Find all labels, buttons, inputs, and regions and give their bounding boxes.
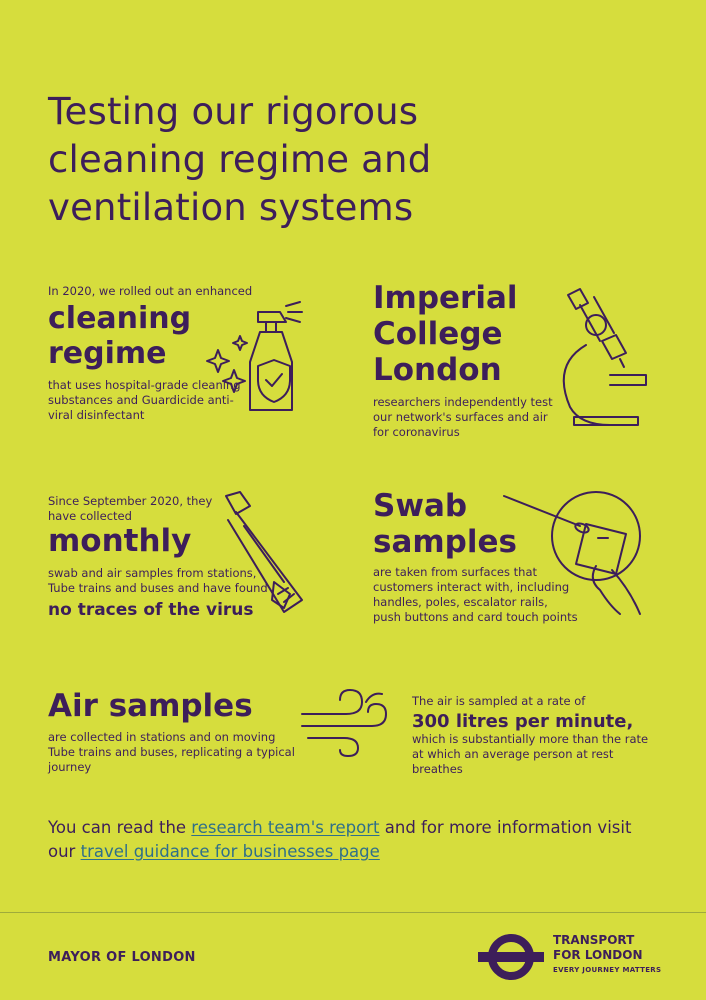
swab-heading-1: Swab: [373, 488, 468, 524]
tfl-tagline: EVERY JOURNEY MATTERS: [553, 966, 662, 974]
swab-heading-2: samples: [373, 524, 517, 560]
footer-text-part1: You can read the: [48, 818, 192, 837]
tfl-name-line2: FOR LONDON: [553, 948, 643, 962]
wind-icon: [300, 686, 396, 756]
air-rate-description: which is substantially more than the rate at which an average person at rest breathes: [412, 732, 649, 776]
spray-bottle-icon: [198, 292, 318, 422]
monthly-result: no traces of the virus: [48, 600, 254, 620]
imperial-heading-3: London: [373, 352, 502, 388]
footer-divider: [0, 912, 706, 913]
tfl-name-line1: TRANSPORT: [553, 933, 635, 947]
cleaning-heading-1: cleaning: [48, 301, 192, 336]
footer-text-part2: and for more information visit our: [48, 818, 632, 861]
air-rate-intro: The air is sampled at a rate of: [412, 694, 586, 708]
cleaning-intro: In 2020, we rolled out an enhanced: [48, 284, 253, 298]
mayor-of-london-logo: MAYOR OF LONDON: [48, 950, 196, 965]
monthly-description: swab and air samples from stations, Tube trains and buses and have found: [48, 566, 268, 595]
footer-text: [48, 816, 648, 864]
monthly-intro: Since September 2020, they have collected: [48, 494, 213, 523]
swab-description: are taken from surfaces that customers interact with, including handles, poles, escalator rails, push buttons and card touch points: [373, 565, 578, 624]
cleaning-description: that uses hospital-grade cleaning substances and Guardicide anti-viral disinfectant: [48, 378, 241, 422]
air-heading: Air samples: [48, 688, 253, 724]
tfl-roundel-icon: [476, 932, 546, 982]
test-tube-icon: [200, 490, 320, 620]
imperial-description: researchers independently test our network's surfaces and air for coronavirus: [373, 395, 553, 439]
monthly-heading: monthly: [48, 523, 192, 559]
air-description: are collected in stations and on moving Tube trains and buses, replicating a typical journey: [48, 730, 295, 774]
page-title: Testing our rigorous cleaning regime and ventilation systems: [48, 90, 432, 229]
swab-hand-icon: [500, 488, 660, 618]
air-rate: 300 litres per minute,: [412, 711, 634, 732]
imperial-heading-2: College: [373, 316, 503, 352]
imperial-heading-1: Imperial: [373, 280, 518, 316]
research-report-link[interactable]: research team's report: [191, 818, 380, 837]
cleaning-heading-2: regime: [48, 336, 167, 371]
travel-guidance-link[interactable]: travel guidance for businesses page: [80, 842, 380, 861]
microscope-icon: [550, 285, 660, 435]
